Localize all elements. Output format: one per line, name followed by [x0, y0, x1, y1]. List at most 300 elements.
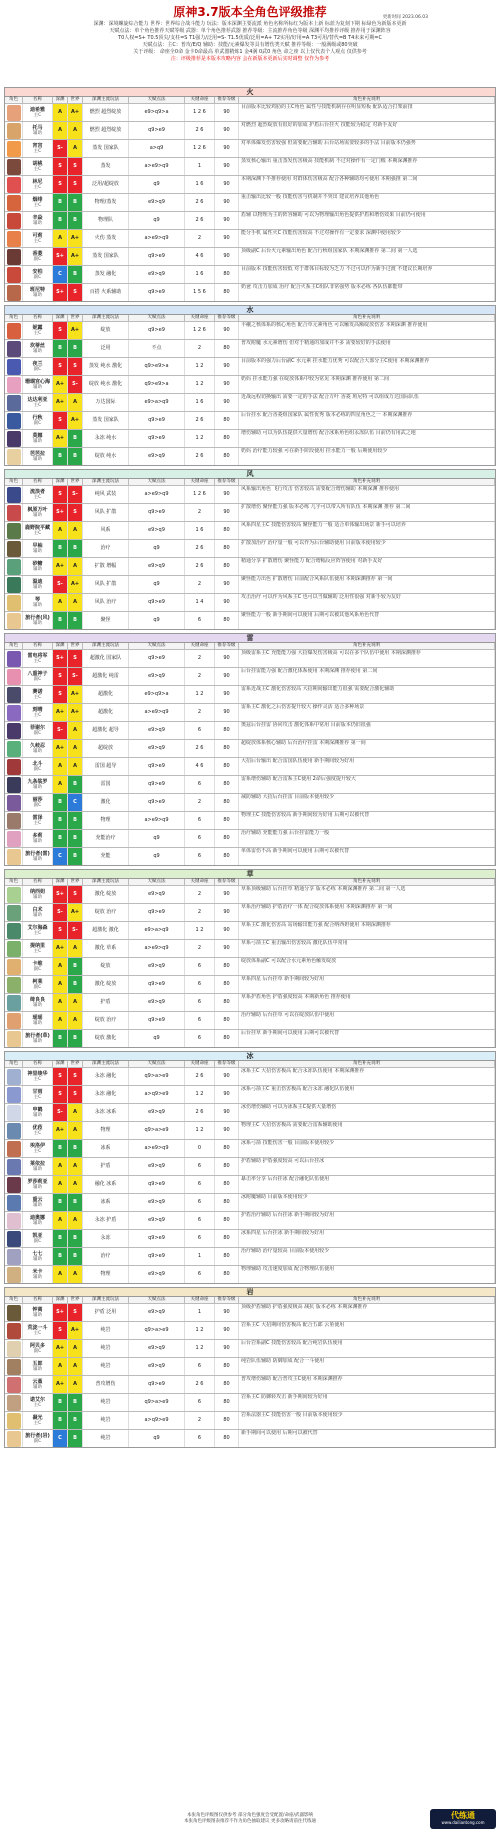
col-level: 推荐等级: [215, 879, 239, 885]
character-row: [5, 1067, 495, 1085]
character-role: 主C: [33, 112, 42, 118]
recommended-level: 80: [215, 1030, 239, 1047]
character-name: 荒泷一斗: [27, 1324, 48, 1331]
recommended-level: 90: [215, 704, 239, 721]
recommended-level: 90: [215, 668, 239, 685]
character-portrait: [5, 1358, 23, 1375]
character-description: 绽放体系副C 可以配合水元素角色触发绽放: [239, 958, 495, 975]
character-name: 旅行者(风): [25, 614, 50, 621]
character-name-cell: [23, 994, 53, 1011]
recommended-level: 90: [215, 140, 239, 157]
character-role: 副C: [33, 802, 42, 808]
play-style: 纯岩: [83, 1394, 129, 1411]
character-name: 八重神子: [27, 670, 48, 677]
talent-order: q9>e9: [129, 430, 185, 447]
character-name-cell: [23, 194, 53, 211]
recommended-level: 80: [215, 830, 239, 847]
world-grade: B: [68, 1140, 83, 1157]
character-description: 攻击治疗 可以作为风系主C 也可以当做辅助 泛用性很强 对新手较为友好: [239, 594, 495, 611]
column-headers: [5, 642, 495, 649]
col-talent: 天赋点法: [129, 1061, 185, 1067]
avatar: [7, 1377, 21, 1393]
character-name-cell: [23, 886, 53, 903]
talent-order: q9>e9: [129, 1230, 185, 1247]
abyss-grade: S+: [53, 248, 68, 265]
character-role: 辅助: [33, 566, 42, 572]
recommended-level: 90: [215, 358, 239, 375]
character-portrait: [5, 758, 23, 775]
character-name: 妮露: [32, 324, 43, 331]
character-role: 辅助: [33, 1256, 42, 1262]
key-constellation: 0: [185, 1140, 215, 1157]
recommended-level: 80: [215, 812, 239, 829]
abyss-grade: A+: [53, 1376, 68, 1393]
avatar: [7, 941, 21, 957]
abyss-grade: S+: [53, 1304, 68, 1321]
character-role: 辅助: [33, 384, 42, 390]
play-style: 纯风 武装: [83, 486, 129, 503]
play-style: 超激化: [83, 704, 129, 721]
recommended-level: 80: [215, 1230, 239, 1247]
character-name-cell: [23, 284, 53, 301]
character-role: 主C: [33, 948, 42, 954]
key-constellation: 1 2 6: [185, 486, 215, 503]
col-name: 名称: [23, 1297, 53, 1303]
col-level: 推荐等级: [215, 479, 239, 485]
col-talent: 天赋点法: [129, 97, 185, 103]
character-portrait: [5, 522, 23, 539]
avatar: [7, 1305, 21, 1321]
character-name-cell: [23, 1158, 53, 1175]
character-role: 辅助: [33, 1038, 42, 1044]
brand-logo: [430, 1809, 496, 1829]
character-role: 辅助: [33, 292, 42, 298]
avatar: [7, 1141, 21, 1157]
character-role: 主C: [33, 530, 42, 536]
character-role: 副C: [33, 1348, 42, 1354]
avatar: [7, 177, 21, 193]
character-name: 托马: [32, 124, 43, 131]
character-name: 烟绯: [32, 196, 43, 203]
avatar: [7, 1013, 21, 1029]
character-row: [5, 685, 495, 703]
col-play: 深渊主流玩法: [83, 879, 129, 885]
avatar: [7, 849, 21, 865]
key-constellation: 6: [185, 848, 215, 865]
avatar: [7, 959, 21, 975]
world-grade: S: [68, 176, 83, 193]
play-style: 蒸发 纯水 激化: [83, 358, 129, 375]
character-row: [5, 265, 495, 283]
character-description: 顶级副C 后台火元素输出角色 配合行秋组国家队 本期深渊推荐 第二间 第一人选: [239, 248, 495, 265]
avatar: [7, 1395, 21, 1411]
character-name: 辛焱: [32, 214, 43, 221]
abyss-grade: A: [53, 1012, 68, 1029]
character-role: 辅助: [33, 220, 42, 226]
character-description: 增伤辅助 可以为队伍提供大量增伤 配合冰系角色组永冻队伍 目前仍有用武之地: [239, 430, 495, 447]
key-constellation: 1 2 6: [185, 140, 215, 157]
talent-order: q9>a>e9: [129, 1322, 185, 1339]
world-grade: A: [68, 940, 83, 957]
character-description: 普攻附魔 水元素增伤 但对于精通的加成并不多 需要较好的手法使用: [239, 340, 495, 357]
character-description: 奶爸 攻击力加成 治疗 配合火系主C组队非常强势 版本必练 各队伍都能带: [239, 284, 495, 301]
play-style: 永冻 融化: [83, 1086, 129, 1103]
character-role: 主C: [33, 930, 42, 936]
character-role: 辅助: [33, 548, 42, 554]
play-style: 绽放 纯水: [83, 448, 129, 465]
character-role: 辅助: [33, 894, 42, 900]
header-legend: [4, 21, 496, 63]
play-style: 超激化 激化: [83, 922, 129, 939]
play-style: 永冻 纯水: [83, 430, 129, 447]
character-row: [5, 1103, 495, 1121]
play-style: 扩散 增幅: [83, 558, 129, 575]
col-portrait: 角色: [5, 879, 23, 885]
play-style: 纯岩: [83, 1430, 129, 1447]
key-constellation: 2 6: [185, 558, 215, 575]
character-row: [5, 793, 495, 811]
world-grade: A+: [68, 412, 83, 429]
character-description: 纯岩队伍辅助 防御加成 配合一斗使用: [239, 1358, 495, 1375]
play-style: 火伤 蒸发: [83, 230, 129, 247]
talent-order: a>e9>q9: [129, 812, 185, 829]
talent-order: e9>q9: [129, 1104, 185, 1121]
col-cons: 关键命座: [185, 879, 215, 885]
col-name: 名称: [23, 315, 53, 321]
character-row: [5, 503, 495, 521]
talent-order: q9>e9: [129, 904, 185, 921]
character-row: [5, 1339, 495, 1357]
character-portrait: [5, 668, 23, 685]
character-description: 风系输出角色 飞行攻击 伤害较高 需要配合增伤辅助 本期深渊 推荐使用: [239, 486, 495, 503]
character-name-cell: [23, 266, 53, 283]
character-description: 物理主C 大招伤害极高 需要配合雷系辅助使用: [239, 1122, 495, 1139]
section-header: 风: [5, 470, 495, 478]
col-cons: 关键命座: [185, 643, 215, 649]
key-constellation: 4 6: [185, 758, 215, 775]
talent-order: q9>e9: [129, 1176, 185, 1193]
recommended-level: 90: [215, 1122, 239, 1139]
sections-container: [4, 87, 496, 1448]
key-constellation: 6: [185, 994, 215, 1011]
character-row: [5, 339, 495, 357]
abyss-grade: A+: [53, 394, 68, 411]
character-name-cell: [23, 1304, 53, 1321]
character-description: 盾辅 以物理为主的阵容辅助 可以为物理输出角色提供护盾和增伤效果 目前仍可使用: [239, 212, 495, 229]
character-description: 护盾治疗辅助 后台挂冰 新手期间较为好用: [239, 1212, 495, 1229]
character-description: 后台岩系副C 技能伤害较高 配合纯岩队伍使用: [239, 1340, 495, 1357]
character-name-cell: [23, 1030, 53, 1047]
character-row: [5, 611, 495, 629]
play-style: 纯岩: [83, 1322, 129, 1339]
world-grade: B: [68, 976, 83, 993]
character-name-cell: [23, 1266, 53, 1283]
character-name-cell: [23, 340, 53, 357]
world-grade: A+: [68, 104, 83, 121]
character-row: [5, 1029, 495, 1047]
character-description: 冰系弓箭 技能伤害一般 目前版本使用较少: [239, 1140, 495, 1157]
character-role: 辅助: [33, 1202, 42, 1208]
section-header: 雷: [5, 634, 495, 642]
recommended-level: 90: [215, 1340, 239, 1357]
recommended-level: 80: [215, 722, 239, 739]
section-header: 水: [5, 306, 495, 314]
col-level: 推荐等级: [215, 97, 239, 103]
col-talent: 天赋点法: [129, 643, 185, 649]
avatar: [7, 159, 21, 175]
character-description: 岩系法器主C 技能伤害一般 目前版本使用较少: [239, 1412, 495, 1429]
character-row: [5, 1375, 495, 1393]
character-role: 主C: [33, 494, 42, 500]
abyss-grade: B: [53, 794, 68, 811]
col-world: 世界: [68, 315, 83, 321]
key-constellation: 2 6: [185, 212, 215, 229]
key-constellation: 2 6: [185, 540, 215, 557]
key-constellation: 1 2: [185, 1122, 215, 1139]
key-constellation: 1 2 6: [185, 322, 215, 339]
talent-order: e9>q9>a: [129, 104, 185, 121]
col-cons: 关键命座: [185, 479, 215, 485]
character-role: 主C: [33, 184, 42, 190]
character-description: 护盾辅助 护盾强度较高 可以后台挂冰: [239, 1158, 495, 1175]
talent-order: q9>e9: [129, 794, 185, 811]
talent-order: q9: [129, 576, 185, 593]
key-constellation: 2 6: [185, 1376, 215, 1393]
character-row: [5, 593, 495, 611]
col-world: 世界: [68, 97, 83, 103]
character-portrait: [5, 740, 23, 757]
character-description: 物理辅助 攻击速度加成 配合物理队伍使用: [239, 1266, 495, 1283]
key-constellation: 1 2: [185, 376, 215, 393]
world-grade: B: [68, 194, 83, 211]
world-grade: B: [68, 212, 83, 229]
avatar: [7, 559, 21, 575]
character-description: 扩散加治疗 治疗量一般 可以作为后台辅助使用 目前版本使用较少: [239, 540, 495, 557]
col-abyss: 深渊: [53, 315, 68, 321]
key-constellation: 6: [185, 1430, 215, 1447]
character-name: 阿贝多: [29, 1342, 45, 1349]
avatar: [7, 1359, 21, 1375]
abyss-grade: A: [53, 958, 68, 975]
world-grade: S: [68, 1068, 83, 1085]
talent-order: q9>e9: [129, 1376, 185, 1393]
key-constellation: 6: [185, 1158, 215, 1175]
col-abyss: 深渊: [53, 97, 68, 103]
play-style: 超激化: [83, 686, 129, 703]
abyss-grade: S+: [53, 650, 68, 667]
abyss-grade: A: [53, 994, 68, 1011]
character-portrait: [5, 1412, 23, 1429]
abyss-grade: B: [53, 540, 68, 557]
character-portrait: [5, 376, 23, 393]
character-name: 丽莎: [32, 796, 43, 803]
abyss-grade: A: [53, 1358, 68, 1375]
world-grade: S: [68, 158, 83, 175]
play-style: 永冻: [83, 1230, 129, 1247]
talent-order: e9>q9>a: [129, 686, 185, 703]
character-portrait: [5, 540, 23, 557]
talent-order: q9>e9: [129, 976, 185, 993]
abyss-grade: S: [53, 358, 68, 375]
play-style: 聚怪: [83, 612, 129, 629]
character-role: 辅助: [33, 1274, 42, 1280]
abyss-grade: S-: [53, 576, 68, 593]
key-constellation: 6: [185, 776, 215, 793]
play-style: 燃烈 超烈绽放: [83, 104, 129, 121]
character-role: 辅助: [33, 838, 42, 844]
key-constellation: 2: [185, 904, 215, 921]
abyss-grade: A: [53, 122, 68, 139]
abyss-grade: A+: [53, 430, 68, 447]
character-name: 林尼: [32, 178, 43, 185]
avatar: [7, 813, 21, 829]
world-grade: C: [68, 794, 83, 811]
character-role: 副C: [33, 1238, 42, 1244]
character-row: [5, 211, 495, 229]
world-grade: S: [68, 284, 83, 301]
character-name: 钟离: [32, 1306, 43, 1313]
talent-order: 不点: [129, 340, 185, 357]
key-constellation: 1 2: [185, 686, 215, 703]
character-row: [5, 247, 495, 265]
character-row: [5, 957, 495, 975]
character-name: 流浪者: [29, 488, 45, 495]
avatar: [7, 1249, 21, 1265]
character-row: [5, 121, 495, 139]
character-name: 迪希雅: [29, 106, 45, 113]
recommended-level: 90: [215, 158, 239, 175]
recommended-level: 90: [215, 104, 239, 121]
recommended-level: 80: [215, 1012, 239, 1029]
character-name: 艾尔海森: [27, 924, 48, 931]
world-grade: B: [68, 1248, 83, 1265]
character-role: 辅助: [33, 1184, 42, 1190]
recommended-level: 80: [215, 540, 239, 557]
avatar: [7, 1031, 21, 1047]
character-role: 副C: [33, 984, 42, 990]
character-description: 蒸发核心输出 重击蒸发伤害极高 技能机制 不过对操作有一定门槛 本期深渊推荐: [239, 158, 495, 175]
key-constellation: 2: [185, 794, 215, 811]
character-portrait: [5, 194, 23, 211]
character-name: 莫娜: [32, 432, 43, 439]
character-name: 诺艾尔: [29, 1396, 45, 1403]
talent-order: a>e9>q9: [129, 158, 185, 175]
character-row: [5, 885, 495, 903]
character-portrait: [5, 104, 23, 121]
col-abyss: 深渊: [53, 643, 68, 649]
col-portrait: 角色: [5, 1297, 23, 1303]
avatar: [7, 487, 21, 503]
abyss-grade: A+: [53, 1122, 68, 1139]
character-row: [5, 775, 495, 793]
character-portrait: [5, 1068, 23, 1085]
element-section-0: [4, 87, 496, 302]
world-grade: B: [68, 430, 83, 447]
world-grade: A+: [68, 230, 83, 247]
column-headers: [5, 1296, 495, 1303]
col-talent: 天赋点法: [129, 315, 185, 321]
talent-order: e9>q9: [129, 994, 185, 1011]
talent-order: e9>q9: [129, 722, 185, 739]
recommended-level: 80: [215, 284, 239, 301]
character-row: [5, 1411, 495, 1429]
character-description: 新手期间可以使用 后期可以被代替: [239, 1430, 495, 1447]
character-name-cell: [23, 486, 53, 503]
key-constellation: 1 6: [185, 394, 215, 411]
world-grade: S: [68, 504, 83, 521]
character-portrait: [5, 1140, 23, 1157]
recommended-level: 80: [215, 522, 239, 539]
character-description: 奶妈 治疗能力较强 可在新手阶段使用 挂水能力一般 后期使用较少: [239, 448, 495, 465]
play-style: 风系: [83, 522, 129, 539]
world-grade: A: [68, 1012, 83, 1029]
character-portrait: [5, 122, 23, 139]
character-role: 辅助: [33, 130, 42, 136]
col-desc: 角色补充说明: [239, 879, 495, 885]
avatar: [7, 995, 21, 1011]
section-header: 冰: [5, 1052, 495, 1060]
talent-order: e9>q9: [129, 1266, 185, 1283]
character-row: [5, 703, 495, 721]
recommended-level: 80: [215, 1248, 239, 1265]
key-constellation: 1 6: [185, 266, 215, 283]
character-description: 目前版本的强力后台副C 水元素 挂水能力优秀 可以配合大部分主C使用 本期深渊推荐: [239, 358, 495, 375]
world-grade: B: [68, 812, 83, 829]
character-description: 普攻增伤辅助 配合普攻主C使用 本期深渊推荐: [239, 1376, 495, 1393]
character-name: 刻晴: [32, 706, 43, 713]
avatar: [7, 141, 21, 157]
abyss-grade: S: [53, 668, 68, 685]
character-row: [5, 139, 495, 157]
character-name-cell: [23, 594, 53, 611]
talent-order: q9>e9: [129, 1012, 185, 1029]
world-grade: B: [68, 612, 83, 629]
character-name: 香菱: [32, 250, 43, 257]
world-grade: A: [68, 740, 83, 757]
play-style: 百搭 火系辅助: [83, 284, 129, 301]
key-constellation: 1 4: [185, 594, 215, 611]
character-portrait: [5, 1322, 23, 1339]
character-portrait: [5, 1266, 23, 1283]
avatar: [7, 1231, 21, 1247]
recommended-level: 80: [215, 430, 239, 447]
col-level: 推荐等级: [215, 1297, 239, 1303]
play-style: 永冻 护盾: [83, 1212, 129, 1229]
column-headers: [5, 314, 495, 321]
character-portrait: [5, 1340, 23, 1357]
talent-order: a>e9>q9: [129, 1140, 185, 1157]
talent-order: e9>q9: [129, 266, 185, 283]
character-row: [5, 1321, 495, 1339]
character-name-cell: [23, 1358, 53, 1375]
character-name: 久岐忍: [29, 742, 45, 749]
character-name: 多莉: [32, 832, 43, 839]
character-name: 申鹤: [32, 1106, 43, 1113]
character-name-cell: [23, 812, 53, 829]
talent-order: q9>e9: [129, 594, 185, 611]
character-row: [5, 429, 495, 447]
col-play: 深渊主流玩法: [83, 1297, 129, 1303]
character-name: 甘雨: [32, 1088, 43, 1095]
talent-order: q9>e9: [129, 776, 185, 793]
play-style: 超激化 纯雷: [83, 668, 129, 685]
character-row: [5, 667, 495, 685]
section-header: 火: [5, 88, 495, 96]
character-name-cell: [23, 1140, 53, 1157]
key-constellation: 6: [185, 1030, 215, 1047]
col-name: 名称: [23, 879, 53, 885]
key-constellation: 2: [185, 668, 215, 685]
